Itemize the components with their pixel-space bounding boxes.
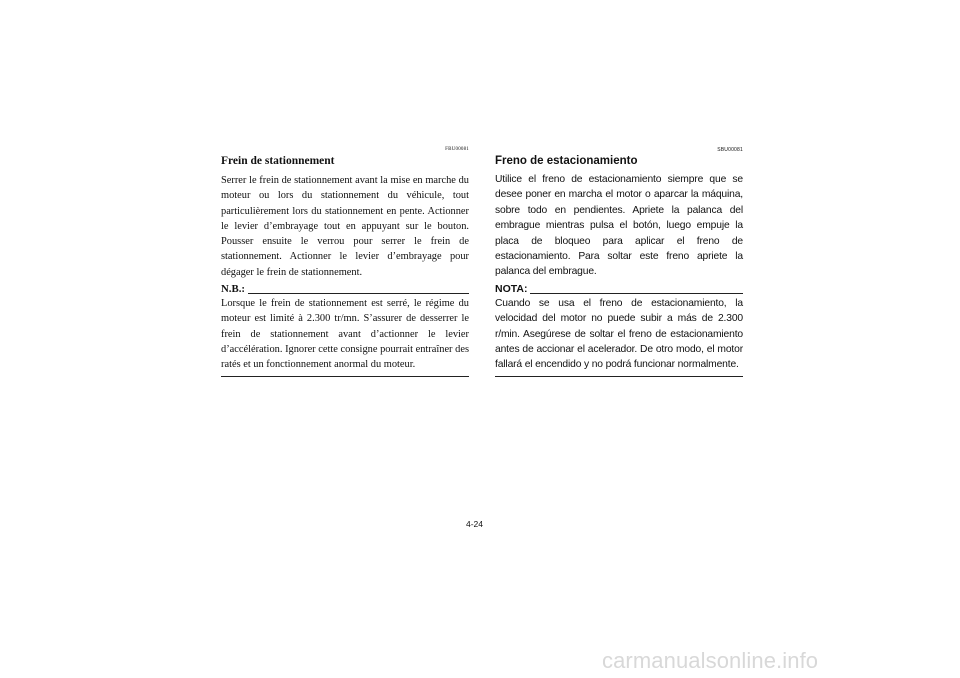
note-label: N.B.: bbox=[221, 283, 245, 296]
note-rule bbox=[530, 293, 743, 294]
section-code: FBU00081 bbox=[445, 147, 469, 152]
note-label: NOTA: bbox=[495, 282, 528, 295]
note-end-rule bbox=[221, 376, 469, 377]
section-body: Serrer le frein de stationnement avant la mise en marche du moteur ou lors du stationnement du véhicule, tout particulièrement lors du stationnement en pente. Actionner le levier d’embrayage tout en appuyant sur le bouton. Pousser ensuite le verrou pour serrer le frein de stationnement. Actionner le levier d’embrayage pour dégager le frein de stationnement. bbox=[221, 175, 469, 278]
page-number: 4-24 bbox=[466, 519, 484, 529]
section-heading: Freno de estacionamiento bbox=[495, 155, 638, 167]
french-column bbox=[221, 146, 469, 377]
section-body: Utilice el freno de estacionamiento siempre que se desee poner en marcha el motor o aparcar la máquina, sobre todo en pendientes. Apriete la palanca del embrague mientras pulsa el botón, luego empuje la placa de bloqueo para aplicar el freno de estacionamiento. Para soltar este freno apriete la palanca del embrague. bbox=[495, 174, 743, 278]
section-code: SBU00081 bbox=[717, 147, 743, 153]
note-rule bbox=[248, 293, 469, 294]
note-body: Lorsque le frein de stationnement est serré, le régime du moteur est limité à 2.300 tr/mn. S’assurer de desserrer le frein de stationnement avant d’actionner le levier d’accélération. Ignorer cette consigne pourrait entraîner des ratés et un fonctionnement anormal du moteur. bbox=[221, 298, 469, 371]
note-header bbox=[221, 283, 469, 296]
spanish-column bbox=[495, 146, 743, 377]
note-body: Cuando se usa el freno de estacionamiento, la velocidad del motor no puede subir a más de 2.300 r/min. Asegúrese de soltar el freno de estacionamiento antes de accionar el acelerador. De otro modo, el motor fallará el encendido y no podrá funcionar normalmente. bbox=[495, 297, 743, 371]
section-heading: Frein de stationnement bbox=[221, 155, 335, 167]
note-end-rule bbox=[495, 376, 743, 377]
note-header bbox=[495, 283, 743, 296]
watermark: carmanualsonline.info bbox=[602, 648, 819, 673]
